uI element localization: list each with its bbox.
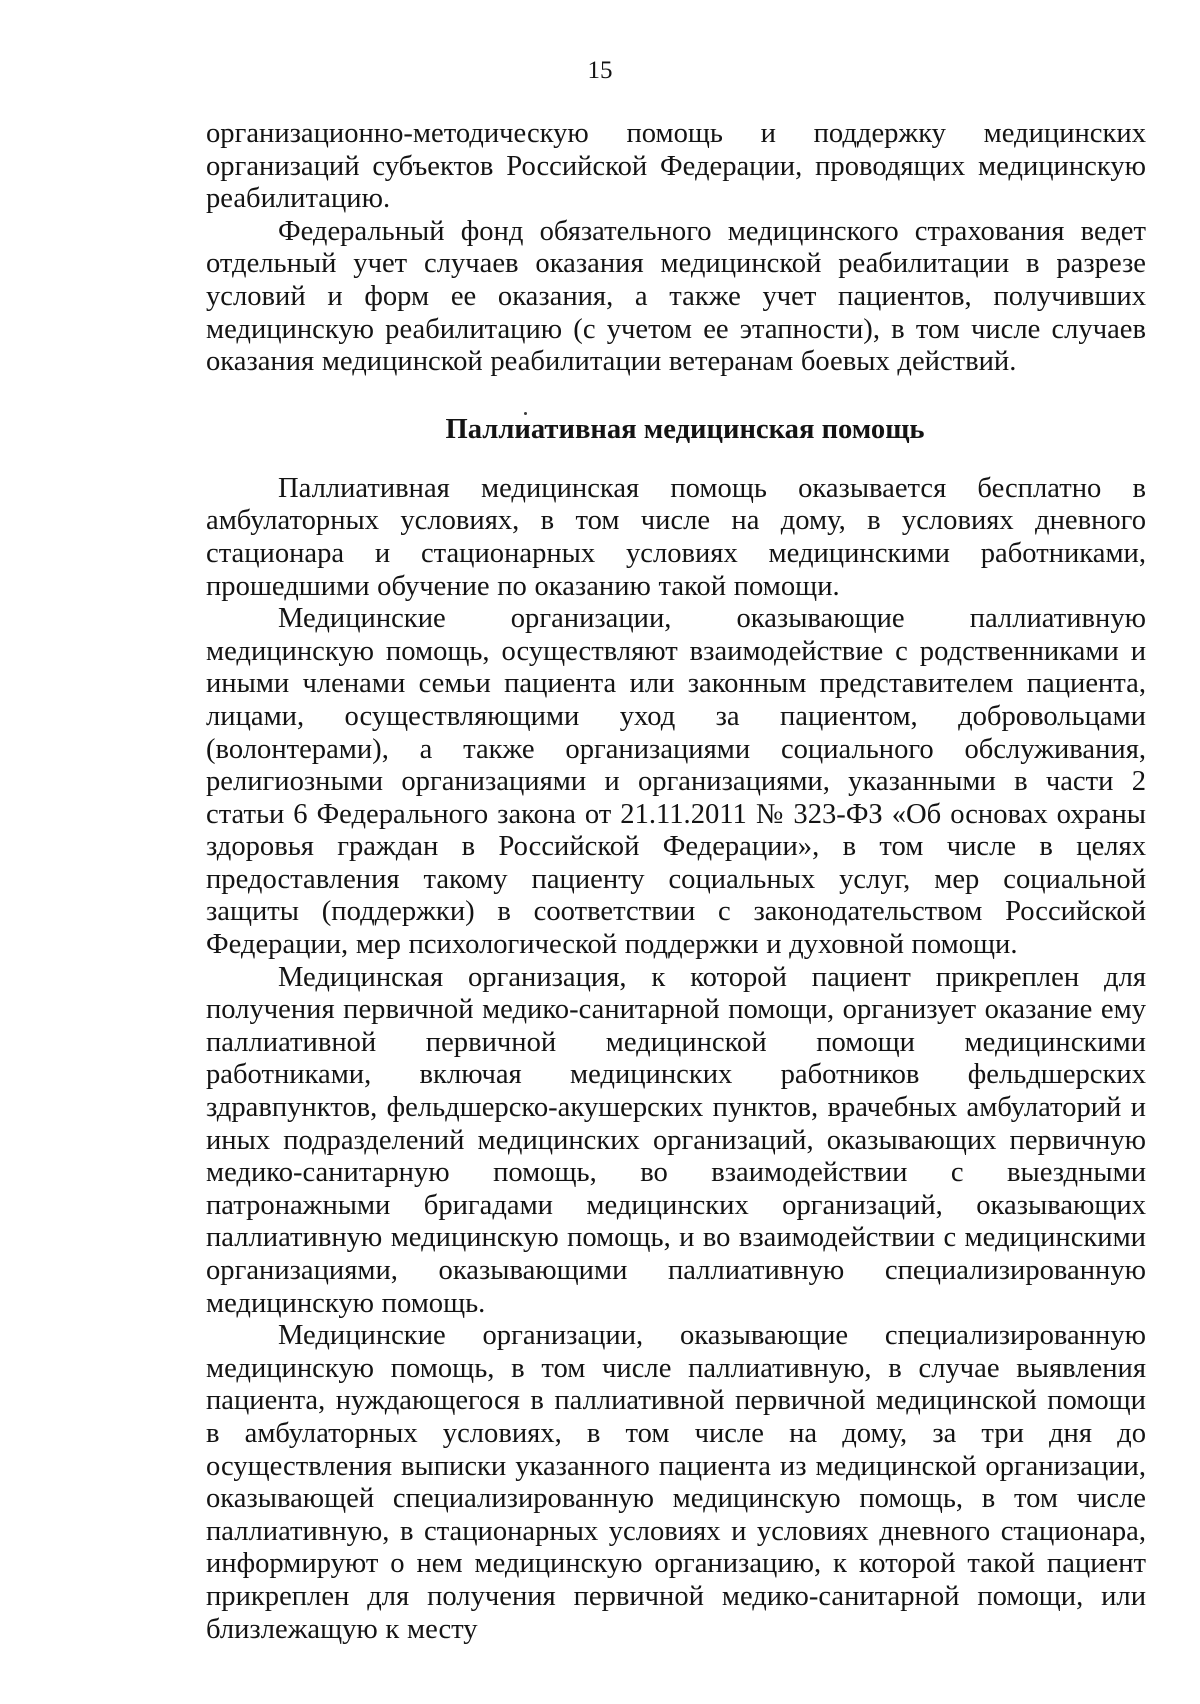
- section-heading: Паллиативная медицинская помощь: [445, 413, 925, 445]
- paragraph-continuation: организационно-методическую помощь и поддержку медицинских организаций субъектов Российской Федерации, проводящих медицинскую реабилитацию.: [206, 118, 1146, 215]
- paragraph-primary-care-organization: Медицинская организация, к которой пациент прикреплен для получения первичной медико-санитарной помощи, организует оказание ему паллиативной первичной медицинской помощи медицинскими работниками, включая медицинских работников фельдшерских здравпунктов, фельдшерско-акушерских пунктов, врачебных амбулаторий и иных подразделений медицинских организаций, оказывающих первичную медико-санитарную помощь, во взаимодействии с выездными патронажными бригадами медицинских организаций, оказывающих паллиативную медицинскую помощь, и во взаимодействии с медицинскими организациями, оказывающими паллиативную специализированную медицинскую помощь.: [206, 961, 1146, 1319]
- page-number: 15: [587, 57, 613, 84]
- page-body: [206, 118, 1146, 1646]
- paragraph-palliative-interaction: Медицинские организации, оказывающие паллиативную медицинскую помощь, осуществляют взаимодействие с родственниками и иными членами семьи пациента или законным представителем пациента, лицами, осуществляющими уход за пациентом, добровольцами (волонтерами), а также организациями социального обслуживания, религиозными организациями и организациями, указанными в части 2 статьи 6 Федерального закона от 21.11.2011 № 323-ФЗ «Об основах охраны здоровья граждан в Российской Федерации», в том числе в целях предоставления такому пациенту социальных услуг, мер социальной защиты (поддержки) в соответствии с законодательством Российской Федерации, мер психологической поддержки и духовной помощи.: [206, 603, 1146, 961]
- paragraph-specialized-care-organizations: Медицинские организации, оказывающие специализированную медицинскую помощь, в том числе паллиативную, в случае выявления пациента, нуждающегося в паллиативной первичной медицинской помощи в амбулаторных условиях, в том числе на дому, за три дня до осуществления выписки указанного пациента из медицинской организации, оказывающей специализированную медицинскую помощь, в том числе паллиативную, в стационарных условиях и условиях дневного стационара, информируют о нем медицинскую организацию, к которой такой пациент прикреплен для получения первичной медико-санитарной помощи, или близлежащую к месту: [206, 1320, 1146, 1645]
- paragraph-ffoms-accounting: Федеральный фонд обязательного медицинского страхования ведет отдельный учет случаев оказания медицинской реабилитации в разрезе условий и форм ее оказания, а также учет пациентов, получивших медицинскую реабилитацию (с учетом ее этапности), в том числе случаев оказания медицинской реабилитации ветеранам боевых действий.: [206, 215, 1146, 378]
- paragraph-palliative-free: Паллиативная медицинская помощь оказывается бесплатно в амбулаторных условиях, в том числе на дому, в условиях дневного стационара и стационарных условиях медицинскими работниками, прошедшими обучение по оказанию такой помощи.: [206, 472, 1146, 602]
